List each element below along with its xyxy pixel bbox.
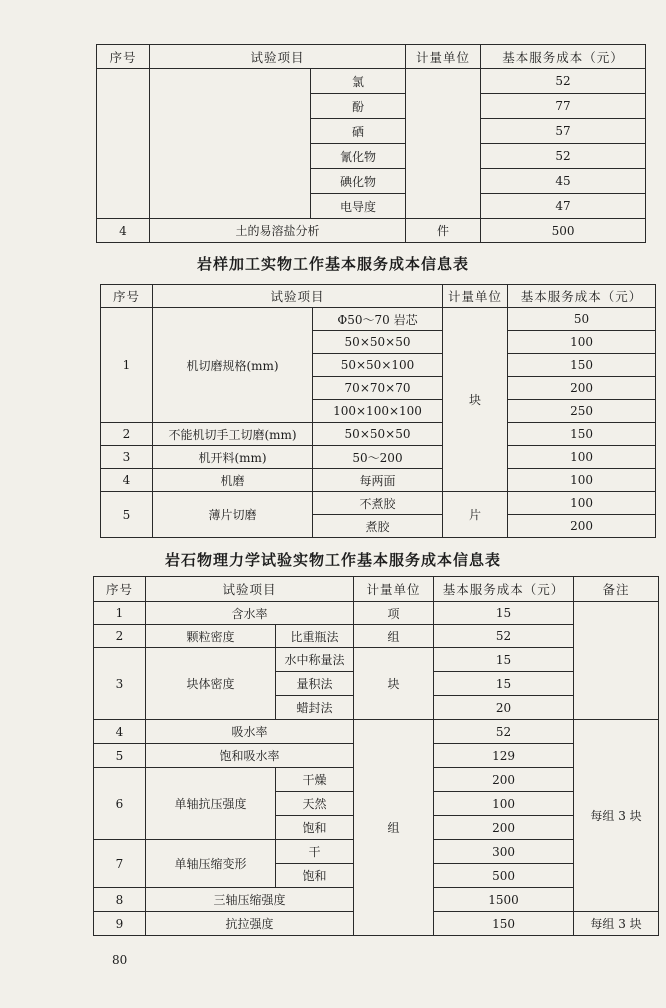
cell-cost: 1500 [434,888,574,912]
cell-spec: Φ50～70 岩芯 [313,308,443,331]
cell-item: 含水率 [146,602,354,625]
cell-unit: 组 [354,625,434,648]
cell-item: 吸水率 [146,720,354,744]
cell-cost: 100 [434,792,574,816]
cell-cost: 52 [434,625,574,648]
cell-item: 颗粒密度 [146,625,276,648]
cell-item: 硒 [311,119,406,144]
header-item: 试验项目 [146,577,354,602]
cell-spec: 50×50×100 [313,354,443,377]
cell-cost: 20 [434,696,574,720]
header-unit: 计量单位 [443,285,508,308]
cell-unit: 项 [354,602,434,625]
cell-cost: 200 [434,768,574,792]
cell-spec: 50～200 [313,446,443,469]
cell-no: 5 [94,744,146,768]
cell-spec: 50×50×50 [313,331,443,354]
page-number: 80 [112,953,128,967]
cell-item: 氯 [311,69,406,94]
cell-item: 不能机切手工切磨(mm) [153,423,313,446]
cell-cost: 77 [481,94,646,119]
cell-cost: 52 [434,720,574,744]
cell-cost: 250 [508,400,656,423]
cell-no: 3 [101,446,153,469]
cell-cost: 100 [508,331,656,354]
cell-cost: 129 [434,744,574,768]
cell-cost: 100 [508,446,656,469]
cell-remark: 每组 3 块 [574,720,659,912]
cell-cost: 150 [508,423,656,446]
cell-no: 6 [94,768,146,840]
cell-spec: 100×100×100 [313,400,443,423]
cell-item: 块体密度 [146,648,276,720]
cell-state: 干燥 [276,768,354,792]
table3-title: 岩石物理力学试验实物工作基本服务成本信息表 [164,551,501,569]
cell-cost: 57 [481,119,646,144]
cell-no: 5 [101,492,153,538]
cell-item: 单轴压缩变形 [146,840,276,888]
cell-item: 三轴压缩强度 [146,888,354,912]
cell-cost: 100 [508,492,656,515]
cell-no: 3 [94,648,146,720]
header-no: 序号 [94,577,146,602]
cell-cost: 52 [481,69,646,94]
cell-no: 4 [97,219,150,243]
cell-no: 2 [101,423,153,446]
cell-cost: 150 [508,354,656,377]
cell-item: 电导度 [311,194,406,219]
header-no: 序号 [101,285,153,308]
cell-cost: 200 [434,816,574,840]
header-unit: 计量单位 [354,577,434,602]
cell-no: 8 [94,888,146,912]
cell-no: 9 [94,912,146,936]
cell-cost: 15 [434,672,574,696]
cell-item: 饱和吸水率 [146,744,354,768]
cell-item: 酚 [311,94,406,119]
cell-state: 饱和 [276,864,354,888]
cell-item: 机切磨规格(mm) [153,308,313,423]
cell-cost: 15 [434,648,574,672]
cell-unit: 片 [443,492,508,538]
cell-unit: 组 [354,720,434,936]
cell-method: 比重瓶法 [276,625,354,648]
cell-unit: 块 [354,648,434,720]
cell-state: 饱和 [276,816,354,840]
cell-method: 蜡封法 [276,696,354,720]
cell-cost: 47 [481,194,646,219]
cell-remark: 每组 3 块 [574,912,659,936]
cell-cost: 50 [508,308,656,331]
cell-no: 7 [94,840,146,888]
cell-no: 1 [101,308,153,423]
cell-spec: 70×70×70 [313,377,443,400]
table-rock-mechanics [93,576,659,936]
cell-cost: 500 [481,219,646,243]
header-cost: 基本服务成本（元） [508,285,656,308]
cell-cost: 200 [508,515,656,538]
cell-spec: 不煮胶 [313,492,443,515]
cell-state: 干 [276,840,354,864]
cell-spec: 每两面 [313,469,443,492]
header-no: 序号 [97,45,150,69]
header-unit: 计量单位 [406,45,481,69]
cell-no: 2 [94,625,146,648]
cell-cost: 300 [434,840,574,864]
header-item: 试验项目 [153,285,443,308]
cell-cost: 100 [508,469,656,492]
cell-no: 4 [94,720,146,744]
cell-spec: 50×50×50 [313,423,443,446]
header-item: 试验项目 [150,45,406,69]
cell-item: 机磨 [153,469,313,492]
cell-cost: 45 [481,169,646,194]
cell-unit: 块 [443,308,508,492]
header-cost: 基本服务成本（元） [481,45,646,69]
cell-cost: 15 [434,602,574,625]
header-cost: 基本服务成本（元） [434,577,574,602]
cell-item: 抗拉强度 [146,912,354,936]
table2-title: 岩样加工实物工作基本服务成本信息表 [196,255,469,273]
cell-unit: 件 [406,219,481,243]
cell-cost: 500 [434,864,574,888]
cell-cost: 150 [434,912,574,936]
cell-no: 1 [94,602,146,625]
table-sample-processing [100,284,656,538]
cell-method: 量积法 [276,672,354,696]
cell-blank [150,69,311,219]
header-remark: 备注 [574,577,659,602]
table-chemical-tests [96,44,646,243]
cell-blank [406,69,481,219]
cell-cost: 200 [508,377,656,400]
cell-item: 土的易溶盐分析 [150,219,406,243]
cell-item: 机开料(mm) [153,446,313,469]
cell-blank [97,69,150,219]
cell-item: 氰化物 [311,144,406,169]
cell-item: 薄片切磨 [153,492,313,538]
cell-spec: 煮胶 [313,515,443,538]
cell-remark [574,602,659,720]
cell-state: 天然 [276,792,354,816]
cell-no: 4 [101,469,153,492]
cell-item: 碘化物 [311,169,406,194]
cell-item: 单轴抗压强度 [146,768,276,840]
cell-method: 水中称量法 [276,648,354,672]
cell-cost: 52 [481,144,646,169]
